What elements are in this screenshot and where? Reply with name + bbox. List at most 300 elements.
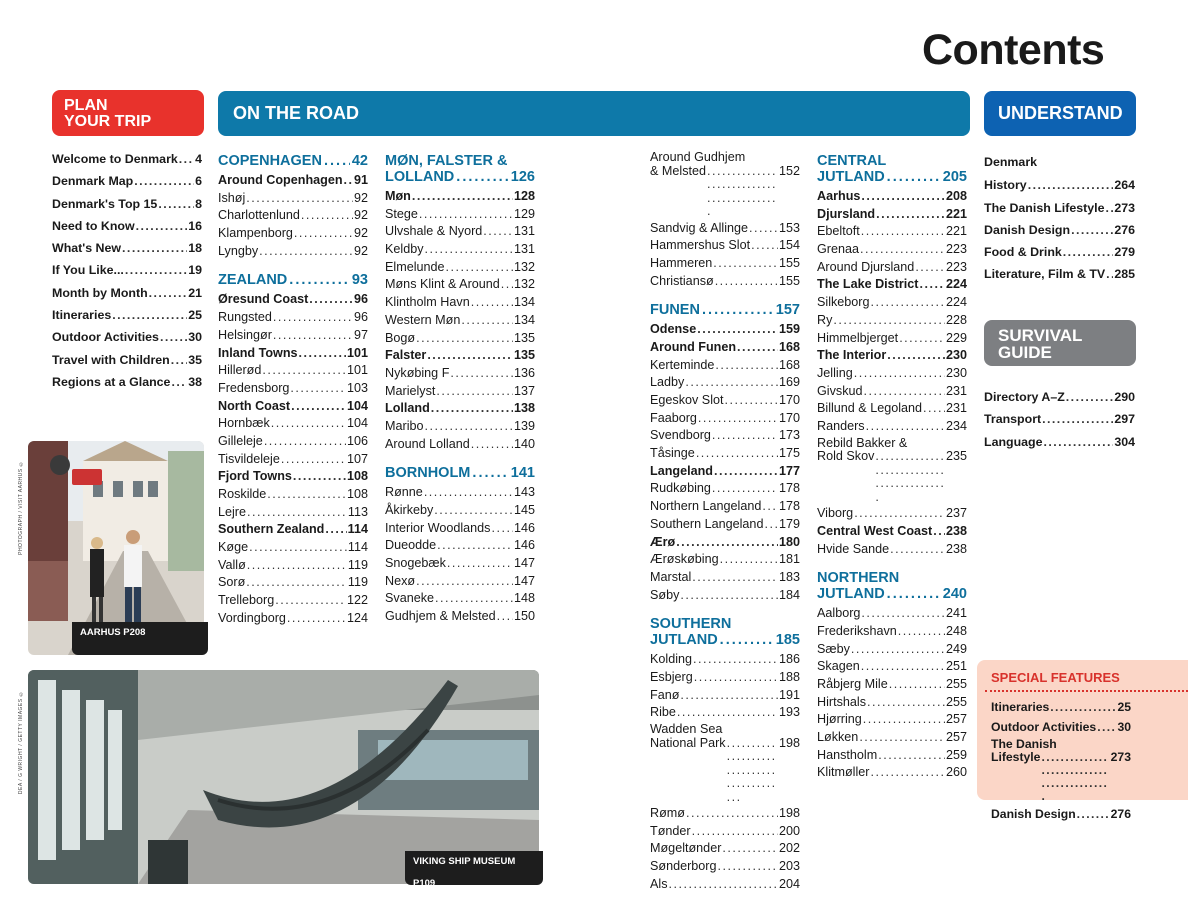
toc-page-number: 131 [513,242,535,257]
survival-banner-line1: SURVIVAL [998,326,1083,345]
leader-dots [122,237,187,259]
toc-entry [385,330,535,348]
leader-dots [698,410,778,428]
plan-banner-line1: PLAN [64,97,108,114]
leader-dots [702,302,774,318]
toc-entry [650,392,800,410]
section-heading-row [817,169,967,185]
toc-entry-title: Rungsted [218,310,272,325]
leader-dots [833,312,945,330]
toc-page-number: 237 [945,506,967,521]
leader-dots [158,193,194,215]
leader-dots [898,623,945,641]
toc-entry [817,294,967,312]
toc-entry [52,326,202,348]
toc-entry [218,327,368,345]
section-heading [817,153,967,185]
toc-page-number: 297 [1114,412,1135,427]
toc-entry-title: Denmark Map [52,174,134,189]
toc-page-number: 136 [513,365,535,380]
toc-entry-title: Gilleleje [218,433,263,448]
toc-entry [650,569,800,587]
survival-banner-line2: GUIDE [998,343,1052,362]
toc-page-number: 92 [353,243,368,258]
leader-dots [1063,241,1114,263]
toc-page-number: 92 [353,190,368,205]
leader-dots [136,215,188,237]
leader-dots [325,521,346,539]
toc-entry [817,400,967,418]
toc-page-number: 122 [346,593,368,608]
section-page-number: 240 [942,586,967,603]
toc-entry-title: Gudhjem & Melsted [385,609,496,624]
section-heading-line2: JUTLAND [650,632,718,649]
leader-dots [437,537,513,555]
toc-entry [385,537,535,555]
toc-entry-title: Hornbæk [218,416,270,431]
understand-banner: UNDERSTAND [984,91,1136,136]
toc-entry-title: If You Like... [52,263,124,278]
toc-entry [52,215,202,237]
leader-dots [692,569,778,587]
toc-page-number: 155 [778,255,800,270]
toc-entry-title: Maribo [385,418,424,433]
leader-dots [1044,431,1114,453]
section-heading [218,153,368,169]
toc-page-number: 146 [513,538,535,553]
toc-page-number: 108 [346,487,368,501]
leader-dots [762,498,778,516]
section-heading-row [218,153,368,169]
leader-dots [764,516,778,534]
toc-entry [817,747,967,765]
toc-page-number: 264 [1114,178,1135,193]
leader-dots [434,502,513,520]
toc-page-number: 4 [195,152,202,166]
toc-page-number: 228 [945,312,967,327]
toc-page-number: 96 [353,310,368,325]
toc-entry-title: Month by Month [52,285,148,300]
leader-dots [860,241,945,259]
toc-entry-title-line2: National Park [650,735,726,750]
toc-page-number: 279 [1114,245,1135,260]
leader-dots [1028,174,1114,196]
toc-page-number: 18 [188,241,202,256]
toc-entry-title: Itineraries [52,308,112,323]
toc-page-number: 202 [778,841,800,856]
toc-entry [385,555,535,573]
section-heading-row [385,465,535,481]
plan-trip-list [52,148,202,393]
toc-entry-title: Snogebæk [385,556,446,571]
leader-dots [416,573,513,591]
toc-entry-title: Aalborg [817,606,861,621]
toc-entry [984,431,1135,453]
toc-page-number: 159 [778,322,800,337]
toc-entry [218,172,368,190]
toc-page-number: 273 [1114,200,1135,215]
toc-entry-title: Møn [385,189,411,203]
toc-page-number: 30 [1117,720,1131,734]
toc-entry [218,309,368,327]
toc-page-number: 249 [945,641,967,656]
leader-dots [685,374,778,392]
section-page-number: 141 [510,465,535,482]
section-page-number: 157 [775,302,800,319]
toc-entry [650,255,800,273]
toc-entry [52,148,202,170]
leader-dots [863,711,945,729]
leader-dots [1041,751,1109,803]
toc-entry-title: Tåsinge [650,446,695,461]
toc-entry-title: Lejre [218,504,247,519]
toc-page-number: 19 [188,263,202,278]
toc-page-number: 97 [353,327,368,342]
toc-entry [991,737,1131,804]
toc-entry-title: Møns Klint & Around [385,277,500,292]
toc-page-number: 235 [945,449,967,464]
toc-page-number: 224 [945,277,967,292]
leader-dots [471,294,513,312]
toc-page-number: 224 [945,295,967,310]
toc-page-number: 155 [778,273,800,288]
toc-entry [52,170,202,192]
toc-entry [991,697,1131,717]
toc-entry [817,729,967,747]
toc-entry-title: Silkeborg [817,295,870,310]
leader-dots [171,349,187,371]
toc-entry-title: Denmark's Top 15 [52,196,158,211]
toc-entry [817,206,967,224]
toc-entry-title: Christiansø [650,273,714,288]
toc-entry-title: Ry [817,312,833,327]
toc-entry-title: Itineraries [991,700,1050,714]
toc-entry [650,220,800,238]
toc-entry-title: Sønderborg [650,859,717,874]
toc-entry [817,658,967,676]
toc-entry [385,383,535,401]
toc-entry-title: Food & Drink [984,245,1062,260]
leader-dots [435,590,513,608]
page-title: Contents [922,26,1105,74]
toc-entry [218,433,368,451]
toc-entry [650,321,800,339]
section-heading-line1: SOUTHERN [650,616,732,633]
toc-entry-title: Løkken [817,730,859,744]
leader-dots [725,392,778,410]
toc-page-number: 204 [778,876,800,891]
leader-dots [890,541,945,559]
toc-entry-title: Interior Woodlands [385,520,491,535]
leader-dots [720,551,778,569]
toc-entry [650,357,800,375]
leader-dots [1071,219,1113,241]
toc-entry [984,241,1135,263]
leader-dots [680,587,778,605]
toc-page-number: 146 [513,520,535,535]
leader-dots [160,326,187,348]
toc-entry-title: Køge [218,540,249,555]
toc-page-number: 238 [945,541,967,556]
leader-dots [246,574,347,592]
section-heading [817,570,967,602]
toc-entry [817,365,967,383]
toc-entry-title: The Lake District [817,277,919,292]
leader-dots [424,484,513,502]
toc-entry-title: Tisvildeleje [218,451,280,466]
section-heading-row [218,272,368,288]
toc-entry [817,223,967,241]
toc-page-number: 148 [513,591,535,606]
toc-entry-title: Ulvshale & Nyord [385,224,483,239]
toc-entry-title: Welcome to Denmark [52,152,178,166]
leader-dots [275,592,346,610]
toc-entry [984,386,1135,408]
toc-entry-title: Himmelbjerget [817,330,899,345]
toc-entry-title: Hillerød [218,363,262,378]
toc-page-number: 38 [188,374,202,389]
leader-dots [324,153,350,169]
toc-page-number: 170 [778,410,800,425]
toc-entry-title: Fjord Towns [218,469,292,484]
toc-entry [817,623,967,641]
toc-entry-line2 [650,165,800,219]
toc-entry-title: Råbjerg Mile [817,676,888,691]
toc-page-number: 91 [353,173,368,187]
section-gap [817,558,967,567]
toc-entry [218,207,368,225]
toc-entry [650,463,800,481]
toc-page-number: 241 [945,606,967,621]
leader-dots [919,276,945,294]
toc-entry [984,219,1135,241]
leader-dots [696,445,778,463]
toc-page-number: 114 [347,522,368,537]
section-heading-row [817,586,967,602]
toc-entry [52,259,202,281]
toc-page-number: 16 [188,218,202,233]
toc-entry-title: Ishøj [218,190,246,205]
toc-entry-title: Hanstholm [817,747,878,762]
leader-dots [412,188,513,206]
toc-entry [385,188,535,206]
toc-entry-title: Wadden Sea [650,722,723,736]
plan-banner-line2: YOUR TRIP [64,113,152,130]
leader-dots [425,418,513,436]
toc-page-number: 257 [945,730,967,744]
toc-page-number: 193 [778,705,800,720]
toc-entry [984,263,1135,285]
leader-dots [915,259,945,277]
leader-dots [718,858,778,876]
toc-page-number: 25 [1117,700,1131,714]
toc-page-number: 143 [513,485,535,500]
leader-dots [427,347,513,365]
toc-entry [385,502,535,520]
plan-your-trip-banner [52,90,204,136]
leader-dots [289,272,350,288]
toc-entry-title: Ebeltoft [817,224,860,239]
toc-entry-title-line2: Lifestyle [991,750,1041,764]
toc-page-number: 290 [1114,390,1135,404]
toc-entry-title: Trelleborg [218,593,275,608]
toc-entry-title: Northern Langeland [650,499,762,514]
toc-page-number: 119 [347,557,368,572]
special-features-box [977,660,1188,821]
toc-entry [650,374,800,392]
toc-page-number: 30 [188,330,202,345]
toc-entry-title: Around Funen [650,339,737,354]
toc-entry [817,188,967,206]
leader-dots [680,687,778,705]
toc-entry-title: Elmelunde [385,259,445,274]
leader-dots [887,347,945,365]
toc-entry-title: Als [650,876,668,891]
section-heading-text: COPENHAGEN [218,153,322,169]
leader-dots [344,172,353,190]
toc-page-number: 203 [778,859,800,874]
toc-entry [218,486,368,504]
toc-entry-title: Frederikshavn [817,623,897,638]
toc-entry-title: Sandvig & Allinge [650,220,749,235]
toc-entry-title: Skagen [817,659,860,674]
toc-page-number: 108 [346,469,368,484]
toc-entry [218,574,368,592]
toc-entry-title: Around Djursland [817,259,915,274]
toc-entry [817,330,967,348]
toc-page-number: 35 [188,352,202,367]
toc-page-number: 188 [778,669,800,684]
leader-dots [446,259,513,277]
toc-page-number: 251 [945,659,967,674]
leader-dots [483,223,513,241]
toc-page-number: 180 [778,534,800,549]
leader-dots [309,291,353,309]
toc-page-number: 223 [945,259,967,274]
toc-entry-title: Central West Coast [817,523,933,538]
toc-entry-title: Ladby [650,375,685,390]
toc-entry [385,241,535,259]
special-features-heading: SPECIAL FEATURES [991,670,1120,685]
toc-page-number: 186 [778,652,800,667]
section-gap [218,260,368,269]
toc-entry-title-line2: & Melsted [650,163,706,178]
toc-entry-title: Egeskov Slot [650,393,724,407]
toc-entry-line2 [991,751,1131,803]
leader-dots [933,523,945,541]
toc-page-number: 229 [945,330,967,345]
leader-dots [293,468,346,486]
toc-column-4 [817,150,967,782]
toc-entry [385,590,535,608]
toc-entry [385,223,535,241]
leader-dots [676,534,778,552]
leader-dots [501,276,513,294]
leader-dots [722,840,778,858]
toc-page-number: 177 [778,463,800,478]
toc-entry [52,193,202,215]
section-heading [650,302,800,318]
toc-entry-title: Vallø [218,557,246,572]
leader-dots [854,505,945,523]
toc-entry-title: Southern Zealand [218,522,325,537]
toc-entry-title: Ribe [650,705,676,720]
toc-entry [817,383,967,401]
leader-dots [149,282,188,304]
leader-dots [125,259,187,281]
toc-entry [817,276,967,294]
toc-entry [991,717,1131,737]
toc-entry [650,445,800,463]
toc-entry [385,347,535,365]
toc-page-number: 145 [513,503,535,517]
toc-entry-title: Søby [650,587,680,602]
toc-entry [650,823,800,841]
toc-entry-title: Directory A–Z [984,390,1065,404]
toc-entry [385,418,535,436]
leader-dots [1097,717,1116,737]
toc-page-number: 168 [778,357,800,372]
toc-page-number: 173 [778,428,800,443]
leader-dots [861,223,945,241]
toc-entry [385,520,535,538]
toc-entry [991,804,1131,824]
toc-entry-title: Lolland [385,401,430,416]
section-heading-text: ZEALAND [218,272,288,289]
on-the-road-banner: ON THE ROAD [218,91,970,136]
toc-page-number: 132 [513,259,535,274]
toc-entry [650,534,800,552]
leader-dots [112,304,187,326]
leader-dots [281,451,346,469]
section-heading-line1: NORTHERN [817,570,900,587]
toc-page-number: 92 [353,226,368,241]
leader-dots [713,255,778,273]
toc-page-number: 153 [778,220,800,235]
leader-dots [450,365,513,383]
toc-entry [650,704,800,722]
toc-page-number: 169 [778,375,800,390]
leader-dots [1077,804,1110,824]
toc-entry-title: The Danish Lifestyle [984,200,1105,215]
toc-entry [650,669,800,687]
leader-dots [693,651,778,669]
toc-page-number: 152 [778,163,800,178]
toc-page-number: 119 [347,575,368,590]
special-features-divider [985,690,1188,692]
toc-page-number: 231 [945,401,967,416]
leader-dots [134,170,194,192]
toc-entry [218,539,368,557]
toc-page-number: 238 [945,523,967,538]
leader-dots [876,206,945,224]
toc-entry [817,347,967,365]
survival-guide-banner [984,320,1136,366]
toc-page-number: 104 [346,398,368,413]
leader-dots [692,823,778,841]
toc-entry [817,312,967,330]
toc-page-number: 150 [513,609,535,624]
leader-dots [871,294,945,312]
toc-page-number: 170 [778,393,800,407]
toc-entry [650,410,800,428]
toc-entry-title: Inland Towns [218,345,298,360]
leader-dots [1106,197,1114,219]
leader-dots [290,380,346,398]
toc-entry [650,722,800,805]
toc-entry [385,206,535,224]
leader-dots [899,330,945,348]
